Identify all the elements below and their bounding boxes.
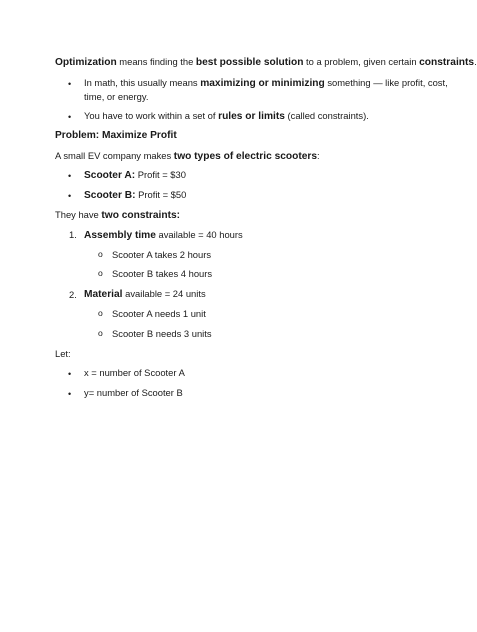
let-label: Let: [55,348,71,359]
intro-bullet-1: In math, this usually means maximizing or minimizing something — like profit, cost, [84,77,448,89]
constraint-material: Material available = 24 units [84,288,206,300]
sub-bullet-icon: o [98,249,103,259]
company-sentence: A small EV company makes two types of electric scooters: [55,150,320,162]
intro-paragraph: Optimization means finding the best possible solution to a problem, given certain constraints. [55,56,477,68]
bullet-icon: • [68,369,72,379]
constraints-intro: They have two constraints: [55,209,181,221]
list-number: 2. [69,289,77,300]
list-number: 1. [69,229,77,240]
term-optimization: Optimization [55,57,117,68]
intro-bullet-2: You have to work within a set of rules or limits (called constraints). [84,110,369,122]
constraint-assembly-item-1: Scooter A takes 2 hours [112,249,212,260]
problem-heading: Problem: Maximize Profit [55,130,177,141]
bullet-icon: • [68,191,72,201]
constraint-material-item-1: Scooter A needs 1 unit [112,308,206,319]
bullet-icon: • [68,112,72,122]
variable-y: y= number of Scooter B [84,387,183,398]
sub-bullet-icon: o [98,308,103,318]
bullet-icon: • [68,389,72,399]
scooter-a-item: Scooter A: Profit = $30 [84,169,186,181]
sub-bullet-icon: o [98,268,103,278]
scooter-b-item: Scooter B: Profit = $50 [84,189,187,201]
variable-x: x = number of Scooter A [84,367,185,378]
sub-bullet-icon: o [98,328,103,338]
intro-bullet-1-cont: time, or energy. [84,91,149,102]
constraint-assembly: Assembly time available = 40 hours [84,229,243,241]
constraint-assembly-item-2: Scooter B takes 4 hours [112,268,213,279]
bullet-icon: • [68,171,72,181]
bullet-icon: • [68,79,72,89]
constraint-material-item-2: Scooter B needs 3 units [112,328,212,339]
